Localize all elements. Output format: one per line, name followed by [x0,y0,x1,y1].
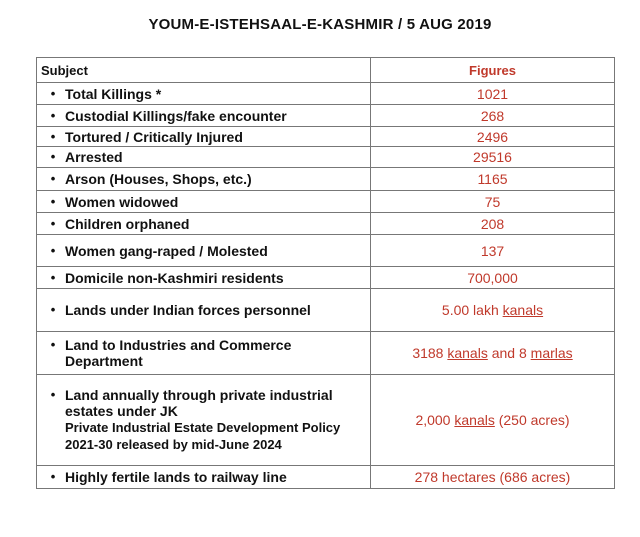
figure-text: 2,000 [415,412,455,428]
row-subject: Lands under Indian forces personnel [65,302,311,318]
table-row [37,289,615,332]
table-header-row [37,58,615,83]
table-row [37,375,615,466]
row-subject-part: Land annually through private industrial estates under JK [65,387,333,419]
subject-column-header: Subject [37,58,371,83]
figures-column-header: Figures [371,58,615,83]
row-figure: 2496 [371,127,615,147]
bullet-icon: • [50,149,56,164]
table-row [37,332,615,375]
table-row [37,83,615,105]
bullet-icon: • [50,85,56,101]
row-subject: Arrested [65,149,123,165]
figure-text: and 8 [487,345,531,361]
row-figure: 29516 [371,147,615,168]
bullet-icon: • [50,128,56,144]
bullet-icon: • [50,269,56,285]
row-subject: Tortured / Critically Injured [65,128,243,145]
row-figure: 137 [371,235,615,267]
row-figure [371,289,615,332]
page-title: YOUM-E-ISTEHSAAL-E-KASHMIR / 5 AUG 2019 [148,16,492,33]
bullet-icon: • [50,242,56,258]
row-subject: Women gang-raped / Molested [65,242,268,259]
figure-unit: kanals [447,345,488,361]
bullet-icon: • [50,193,56,209]
row-figure [371,375,615,466]
row-figure: 1165 [371,168,615,191]
row-subject: Domicile non-Kashmiri residents [65,269,284,286]
table-row [37,127,615,147]
bullet-icon: • [50,387,56,402]
row-subject: Total Killings * [65,85,162,102]
table-row [37,105,615,127]
figure-text: (250 acres) [494,412,570,428]
figure-unit: kanals [454,412,495,428]
figure-unit: kanals [502,302,544,318]
row-subject: Arson (Houses, Shops, etc.) [65,171,252,187]
table-row [37,213,615,235]
figure-text: 3188 [412,345,448,361]
bullet-icon: • [50,107,56,123]
table-row [37,235,615,267]
row-subject: Custodial Killings/fake encounter [65,107,287,124]
row-figure: 268 [371,105,615,127]
table-row [37,168,615,191]
bullet-icon: • [50,215,56,231]
row-subject-part: Private Industrial Estate Development Policy 2021-30 released by mid-June 2024 [65,420,341,452]
row-subject: Children orphaned [65,215,190,232]
row-figure: 700,000 [371,267,615,289]
row-figure [371,332,615,375]
row-figure: 278 hectares (686 acres) [371,466,615,489]
row-subject: Land to Industries and Commerce Department [65,337,292,369]
bullet-icon: • [50,171,56,186]
bullet-icon: • [50,337,56,352]
bullet-icon: • [50,469,56,484]
figure-text: 5.00 lakh [441,302,503,318]
table-row [37,466,615,489]
figure-unit: marlas [530,345,573,361]
bullet-icon: • [50,302,56,317]
row-figure: 208 [371,213,615,235]
table-row [37,191,615,213]
row-figure: 75 [371,191,615,213]
row-subject: Women widowed [65,193,179,210]
table-row [37,147,615,168]
row-figure: 1021 [371,83,615,105]
figures-table [36,57,615,489]
row-subject: Highly fertile lands to railway line [65,469,287,485]
table-row [37,267,615,289]
row-subject [65,387,366,453]
